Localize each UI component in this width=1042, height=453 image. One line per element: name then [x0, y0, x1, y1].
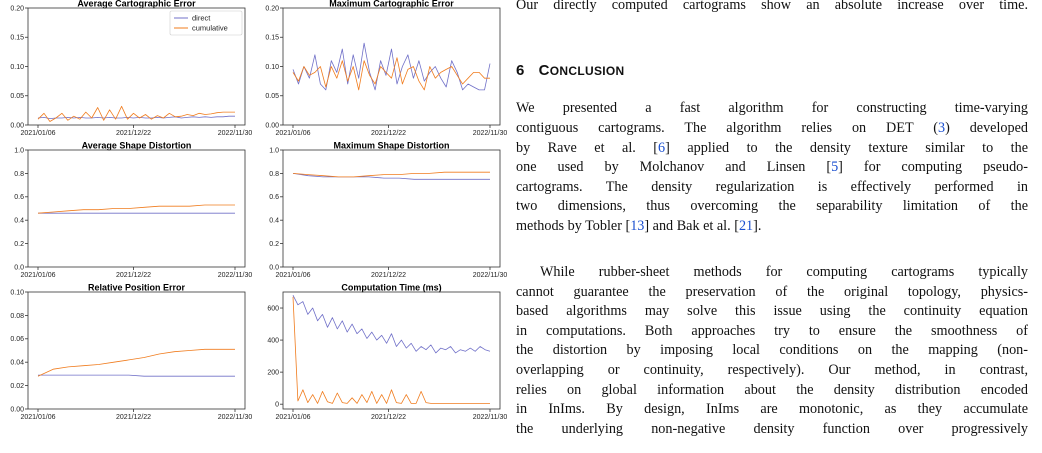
series-line-direct: [38, 116, 235, 118]
panel-relative-position-error: [0, 284, 255, 434]
chart-title: Computation Time (ms): [341, 282, 442, 293]
legend-label-direct: direct: [192, 13, 211, 23]
text-line: [516, 283, 1028, 303]
chart-relative-position-error: [0, 284, 255, 434]
x-tick-label: 2021/12/22: [371, 272, 407, 279]
chart-title: Relative Position Error: [87, 282, 186, 293]
chart-title: Average Cartographic Error: [77, 0, 196, 9]
y-tick-label: 0.10: [265, 63, 279, 71]
y-tick-label: 0.0: [269, 264, 279, 272]
citation-link[interactable]: 3: [937, 120, 946, 136]
y-tick-label: 0.06: [10, 336, 24, 344]
citation-link[interactable]: 21: [738, 218, 754, 234]
y-tick-label: 0.6: [14, 194, 24, 202]
text-segment: relies on global information about the density distribution encoded: [516, 382, 1028, 398]
x-tick-label: 2022/11/30: [472, 272, 508, 279]
series-line-cumulative: [38, 205, 235, 213]
section-title-rest: ONCLUSION: [549, 64, 625, 78]
text-line: [516, 381, 1028, 401]
y-tick-label: 600: [267, 305, 279, 313]
text-segment: based algorithms may solve this issue using the continuity equation: [516, 303, 1028, 319]
text-segment: by Rave et al. [: [516, 140, 659, 156]
text-segment: cartograms. The density regularization is effectively performed in: [516, 179, 1028, 195]
text-segment: cannot guarantee the preservation of the original topology, physics-: [516, 284, 1028, 300]
plot-frame: [283, 8, 500, 125]
section-heading: [516, 62, 625, 79]
plot-frame: [283, 150, 500, 267]
citation-link[interactable]: 6: [658, 140, 666, 156]
series-line-cumulative: [293, 58, 490, 90]
panel-maximum-cartographic-error: [255, 0, 510, 150]
x-tick-label: 2021/01/06: [275, 272, 311, 279]
text-segment: in computations. Both approaches try to ensure the smoothness of: [516, 323, 1028, 339]
series-line-direct: [293, 43, 490, 90]
text-line: [516, 99, 1028, 119]
y-tick-label: 200: [267, 369, 279, 377]
chart-average-shape-distortion: [0, 142, 255, 292]
citation-link[interactable]: 5: [831, 159, 839, 175]
chart-computation-time: [255, 284, 510, 434]
plot-frame: [28, 292, 245, 409]
text-segment: While rubber-sheet methods for computing cartograms typically: [540, 264, 1028, 280]
figure-caption-tail: Our directly computed cartograms show an absolute increase over time.: [516, 0, 1028, 13]
y-tick-label: 0.8: [14, 170, 24, 178]
text-line: [516, 322, 1028, 342]
y-tick-label: 0.15: [265, 34, 279, 42]
y-tick-label: 0.6: [269, 194, 279, 202]
series-line-cumulative: [38, 349, 235, 376]
x-tick-label: 2021/12/22: [371, 414, 407, 421]
text-line: [516, 139, 1028, 159]
y-tick-label: 0.0: [14, 264, 24, 272]
section-title-initial: C: [538, 62, 550, 79]
text-line: [516, 302, 1028, 322]
series-line-cumulative: [293, 172, 490, 177]
text-line: [516, 119, 1028, 139]
legend-label-cumulative: cumulative: [192, 23, 228, 33]
text-line: [516, 217, 1028, 237]
y-tick-label: 0.10: [10, 289, 24, 297]
text-segment: ] and Bak et al. [: [644, 218, 739, 234]
y-tick-label: 0.20: [10, 5, 24, 13]
panel-maximum-shape-distortion: [255, 142, 510, 292]
text-segment: the underlying non-negative density function over progressively: [516, 421, 1028, 437]
y-tick-label: 1.0: [269, 147, 279, 155]
y-tick-label: 0.05: [265, 93, 279, 101]
chart-maximum-cartographic-error: [255, 0, 510, 150]
text-segment: overlapping or continuity, respectively). Our method, in contrast,: [516, 362, 1028, 378]
y-tick-label: 0.20: [265, 5, 279, 13]
y-tick-label: 0.05: [10, 93, 24, 101]
text-segment: one used by Molchanov and Linsen [: [516, 159, 832, 175]
panel-computation-time: [255, 284, 510, 434]
x-tick-label: 2022/11/30: [217, 414, 253, 421]
text-segment: ].: [753, 218, 762, 234]
x-tick-label: 2022/11/30: [472, 130, 508, 137]
x-tick-label: 2021/12/22: [371, 130, 407, 137]
y-tick-label: 1.0: [14, 147, 24, 155]
panel-average-shape-distortion: [0, 142, 255, 292]
x-tick-label: 2021/01/06: [20, 130, 56, 137]
x-tick-label: 2022/11/30: [217, 130, 253, 137]
text-segment: the distortion by imposing local conditions on the mapping (non-: [516, 342, 1028, 358]
x-tick-label: 2022/11/30: [217, 272, 253, 279]
text-line: [516, 158, 1028, 178]
text-segment: ] for computing pseudo-: [838, 159, 1028, 175]
text-segment: two dimensions, thus overcoming the separability limitation of the: [516, 198, 1028, 214]
plot-frame: [283, 292, 500, 409]
y-tick-label: 0.4: [14, 217, 24, 225]
text-column: [516, 0, 1028, 453]
text-segment: contiguous cartograms. The algorithm relies on DET (: [516, 120, 938, 136]
x-tick-label: 2021/01/06: [20, 414, 56, 421]
text-line: [516, 361, 1028, 381]
chart-average-cartographic-error: [0, 0, 255, 150]
text-segment: ] applied to the density texture similar to the: [665, 140, 1028, 156]
x-tick-label: 2022/11/30: [472, 414, 508, 421]
x-tick-label: 2021/12/22: [116, 130, 152, 137]
y-tick-label: 0.8: [269, 170, 279, 178]
series-line-direct: [38, 375, 235, 376]
text-line: [516, 341, 1028, 361]
plot-frame: [28, 150, 245, 267]
text-line: [516, 197, 1028, 217]
citation-link[interactable]: 13: [630, 218, 645, 234]
y-tick-label: 0.00: [265, 122, 279, 130]
chart-title: Maximum Shape Distortion: [333, 140, 450, 151]
y-tick-label: 0.2: [269, 241, 279, 248]
text-segment: We presented a fast algorithm for constructing time-varying: [516, 100, 1028, 116]
x-tick-label: 2021/12/22: [116, 272, 152, 279]
series-line-cumulative: [38, 106, 235, 121]
chart-title: Average Shape Distortion: [81, 140, 192, 151]
text-segment: in InIms. By design, InIms are monotonic, as they accumulate: [516, 401, 1028, 417]
y-tick-label: 0.15: [10, 34, 24, 42]
x-tick-label: 2021/01/06: [275, 130, 311, 137]
text-line: [516, 400, 1028, 420]
y-tick-label: 0.2: [14, 241, 24, 248]
y-tick-label: 0.04: [10, 359, 24, 367]
chart-title: Maximum Cartographic Error: [329, 0, 454, 9]
y-tick-label: 0.02: [10, 383, 24, 390]
text-segment: methods by Tobler [: [516, 218, 631, 234]
x-tick-label: 2021/12/22: [116, 414, 152, 421]
panel-average-cartographic-error: [0, 0, 255, 150]
y-tick-label: 0.10: [10, 63, 24, 71]
chart-maximum-shape-distortion: [255, 142, 510, 292]
y-tick-label: 0.00: [10, 122, 24, 130]
text-line: [516, 420, 1028, 440]
section-number: 6: [516, 62, 525, 79]
text-line: [516, 263, 1028, 283]
text-line: [516, 178, 1028, 198]
y-tick-label: 400: [267, 337, 279, 345]
y-tick-label: 0: [275, 401, 279, 409]
series-line-direct: [293, 295, 490, 353]
x-tick-label: 2021/01/06: [20, 272, 56, 279]
x-tick-label: 2021/01/06: [275, 414, 311, 421]
y-tick-label: 0.4: [269, 217, 279, 225]
text-segment: ) developed: [945, 120, 1028, 136]
y-tick-label: 0.00: [10, 406, 24, 414]
y-tick-label: 0.08: [10, 312, 24, 320]
